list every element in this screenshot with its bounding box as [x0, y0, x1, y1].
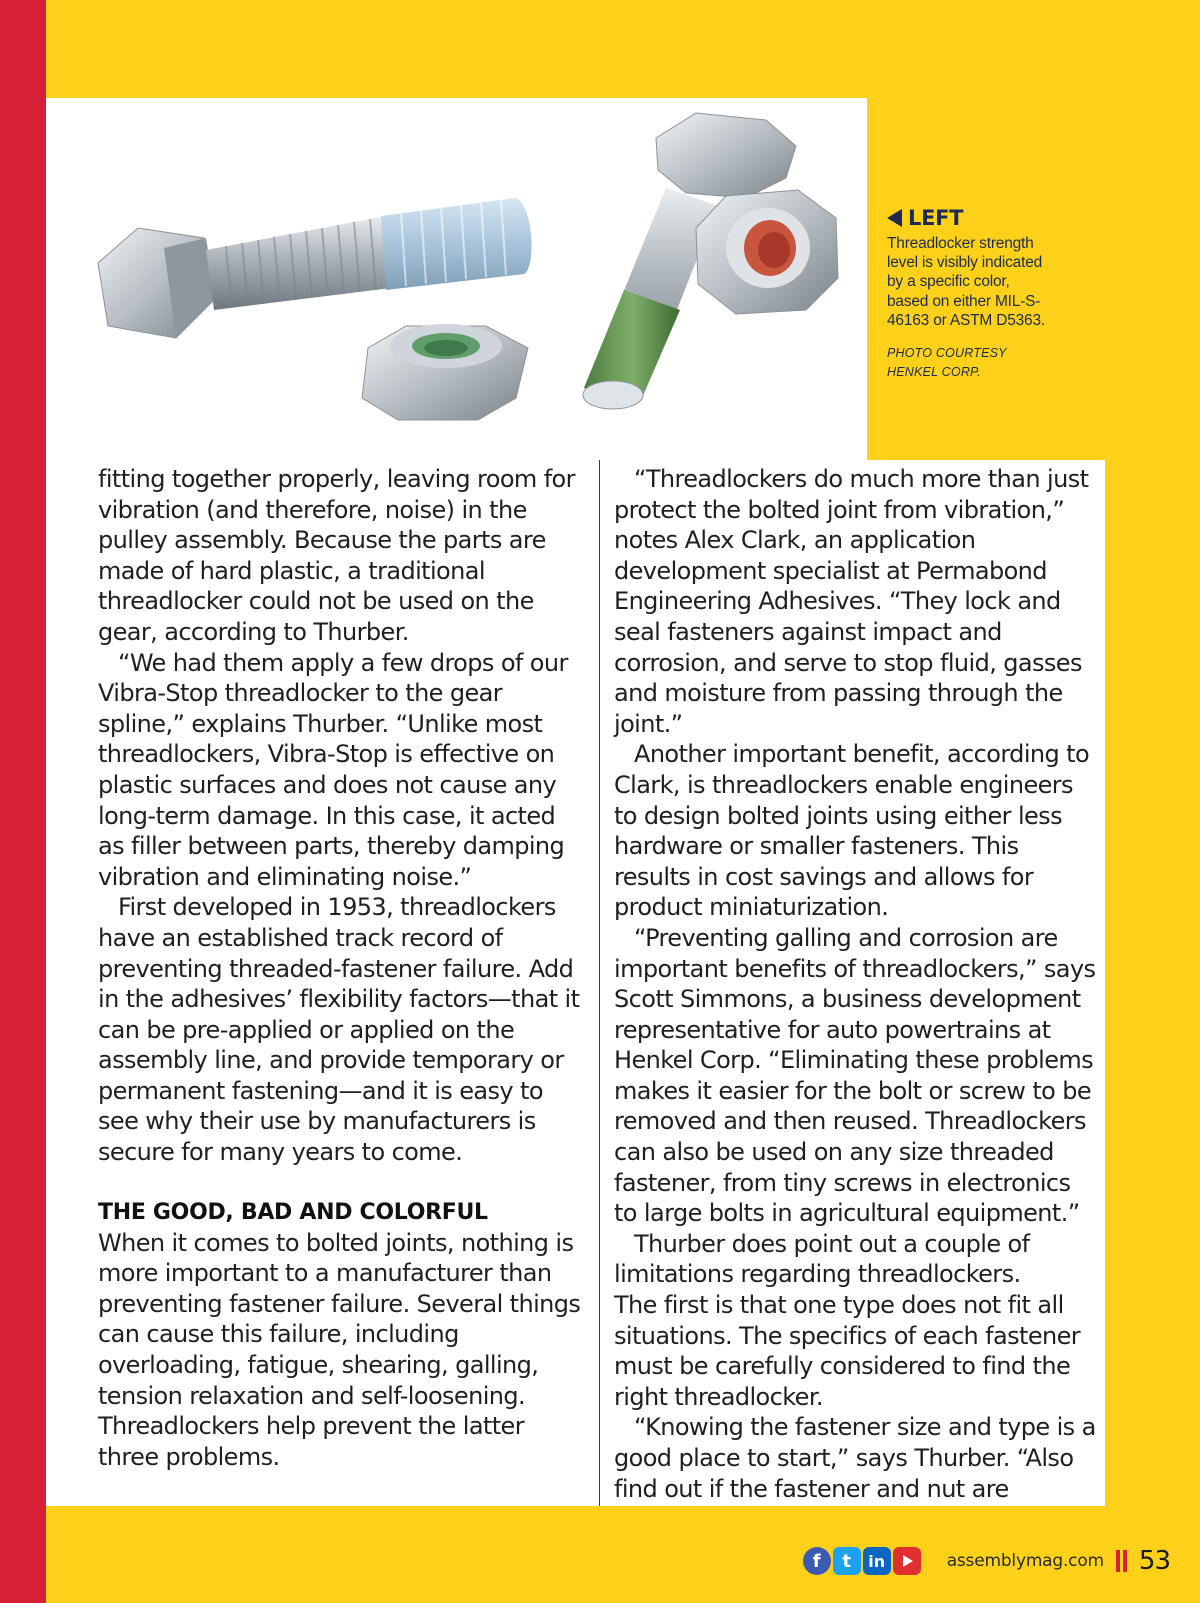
caption-heading — [887, 206, 1052, 230]
threadlocker-photo — [46, 98, 867, 460]
paragraph: “We had them apply a few drops of our Vibra-Stop threadlocker to the gear spline,” explains Thurber. “Unlike most threadlockers, Vibra-Stop is effective on plastic surfaces and does not cause any long-term damage. In this case, it acted as filler between parts, thereby damping vibration and eliminating noise.” — [98, 648, 568, 891]
bolts-and-nuts-illustration — [46, 98, 867, 460]
page-number: 53 — [1138, 1546, 1170, 1576]
social-links — [803, 1547, 921, 1575]
paragraph: First developed in 1953, threadlockers have an established track record of preventing threaded-fastener failure. Add in the adhesives’ flexibility factors—that it can be pre-applied or applied on the assembly line, and provide temporary or permanent fastening—and it is easy to see why their use by manufacturers is secure for many years to come. — [98, 893, 580, 1167]
paragraph: The first is that one type does not fit all situations. The specifics of each fastener must be carefully considered to find the right threadlocker. — [614, 1291, 1081, 1411]
photo-caption — [887, 206, 1052, 382]
paragraph: fitting together properly, leaving room for vibration (and therefore, noise) in the pulley assembly. Because the parts are made of hard plastic, a traditional threadlocker could not be used on the gear, according to Thurber. — [98, 465, 575, 646]
section-subheading: THE GOOD, BAD AND COLORFUL — [98, 1199, 488, 1225]
twitter-icon[interactable]: t — [833, 1547, 861, 1575]
nut-green-thread — [362, 324, 528, 420]
paragraph: When it comes to bolted joints, nothing is more important to a manufacturer than preventing fastener failure. Several things can cause this failure, including overloading, fatigue, shearing, galling, tension relaxation and self-loosening. Threadlockers help prevent the latter three problems. — [98, 1228, 581, 1471]
footer-separator — [1116, 1550, 1127, 1572]
facebook-icon[interactable]: f — [803, 1547, 831, 1575]
caption-body: Threadlocker strength level is visibly indicated by a specific color, based on either MIL-S-46163 or ASTM D5363. — [887, 235, 1045, 329]
article-body — [46, 460, 1105, 1506]
right-column — [614, 464, 1099, 1504]
paragraph: Another important benefit, according to Clark, is threadlockers enable engineers to design bolted joints using either less hardware or smaller fasteners. This results in cost savings and allows for product miniaturization. — [614, 740, 1090, 922]
caption-heading-text: LEFT — [908, 206, 964, 230]
red-spine-bar — [0, 0, 46, 1603]
horizontal-bolt — [98, 198, 532, 338]
youtube-icon[interactable] — [893, 1547, 921, 1575]
paragraph: Thurber does point out a couple of limitations regarding threadlockers. — [614, 1229, 1030, 1289]
left-arrow-icon — [887, 209, 902, 227]
linkedin-icon[interactable]: in — [863, 1547, 891, 1575]
photo-credit: PHOTO COURTESY HENKEL CORP. — [887, 346, 1007, 380]
nut-red-thread — [696, 190, 838, 314]
left-column — [98, 464, 588, 1472]
paragraph: “Threadlockers do much more than just protect the bolted joint from vibration,” notes Alex Clark, an application development specialist at Permabond Engineering Adhesives. “They lock and seal fasteners against impact and corrosion, and serve to stop fluid, gasses and moisture from passing through the joint.” — [614, 465, 1089, 738]
paragraph: “Knowing the fastener size and type is a good place to start,” says Thurber. “Also find out if the fastener and nut are — [614, 1413, 1096, 1503]
column-divider — [599, 460, 600, 1506]
site-url[interactable]: assemblymag.com — [946, 1551, 1104, 1571]
paragraph: “Preventing galling and corrosion are important benefits of threadlockers,” says Scott Simmons, a business development representative for auto powertrains at Henkel Corp. “Eliminating these problems makes it easier for the bolt or screw to be removed and then reused. Threadlockers can also be used on any size threaded fastener, from tiny screws in electronics to large bolts in agricultural equipment.” — [614, 923, 1096, 1228]
page-footer — [803, 1543, 1170, 1579]
